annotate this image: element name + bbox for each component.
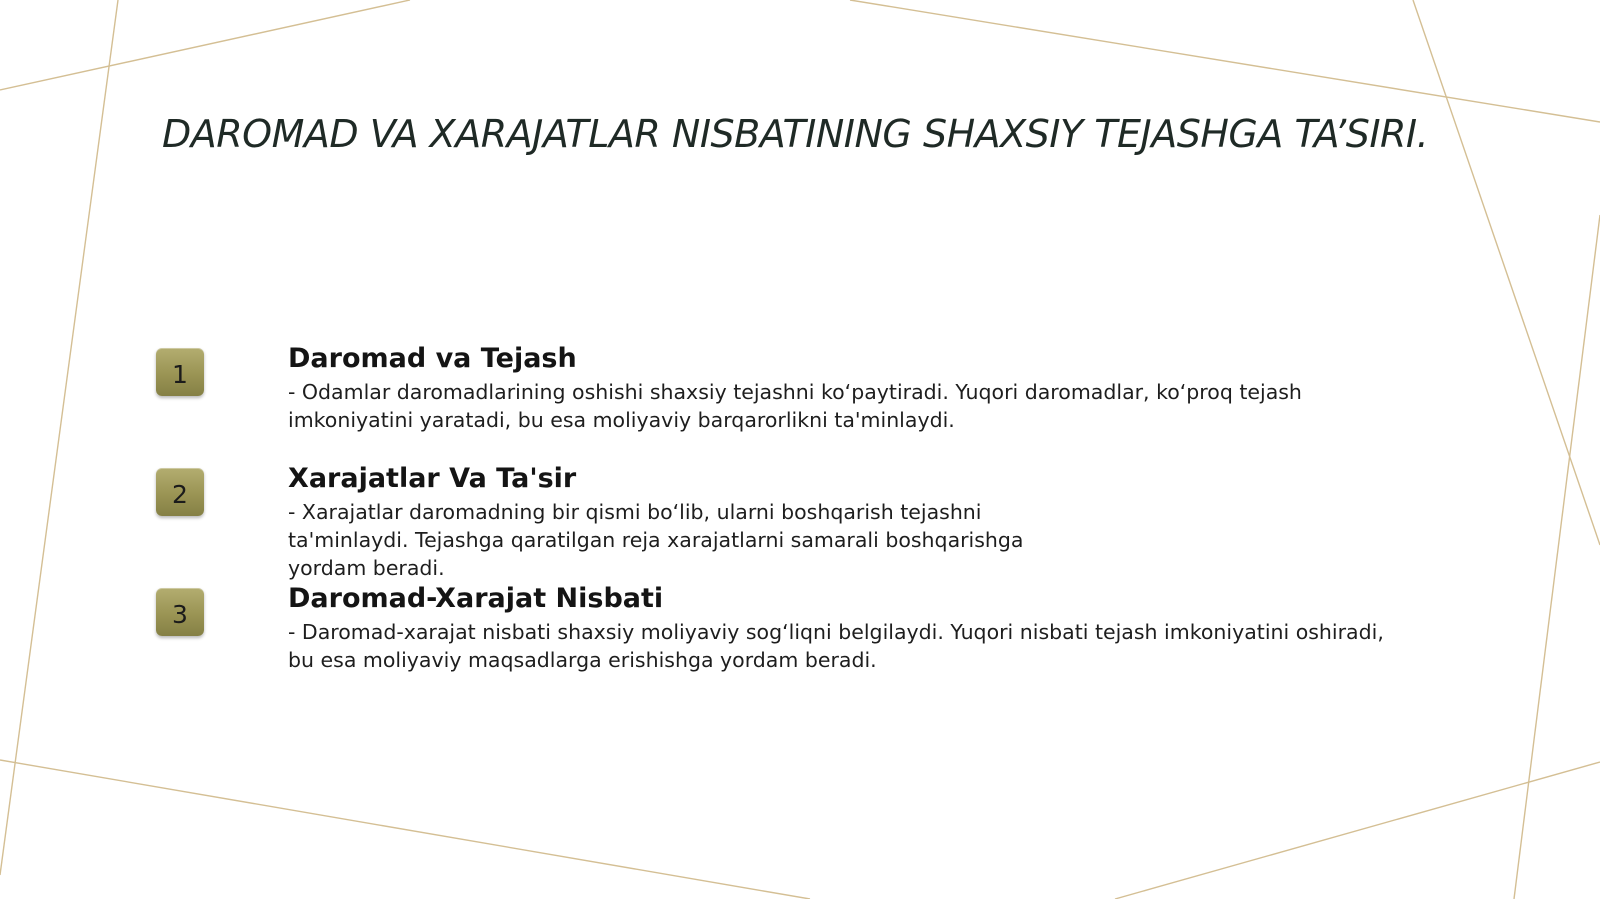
deco-line [1115,762,1600,899]
item-body: - Daromad-xarajat nisbati shaxsiy moliyaviy sog‘liqni belgilaydi. Yuqori nisbati tejash imkoniyatini oshiradi, bu esa moliyaviy maqsadlarga erishishga yordam beradi. [288,620,1384,672]
item-heading: Daromad va Tejash [288,343,577,374]
deco-line [1413,0,1600,545]
number-badge: 1 [156,348,204,396]
item-body: - Odamlar daromadlarining oshishi shaxsiy tejashni ko‘paytiradi. Yuqori daromadlar, ko‘proq tejash imkoniyatini yaratadi, bu esa moliyaviy barqarorlikni ta'minlaydi. [288,380,1302,432]
item-heading: Xarajatlar Va Ta'sir [288,463,577,494]
number-badge: 2 [156,468,204,516]
deco-line [0,760,810,899]
number-badge: 3 [156,588,204,636]
item-heading: Daromad-Xarajat Nisbati [288,583,664,614]
deco-line [1514,215,1600,899]
slide-title: DAROMAD VA XARAJATLAR NISBATINING SHAXSIY TEJASHGA TA’SIRI. [162,112,1429,156]
deco-line [0,0,410,90]
deco-line [850,0,1600,122]
deco-line [0,0,118,875]
item-body: - Xarajatlar daromadning bir qismi bo‘lib, ularni boshqarish tejashni ta'minlaydi. Tejashga qaratilgan reja xarajatlarni samarali boshqarishga yordam beradi. [288,500,1024,580]
